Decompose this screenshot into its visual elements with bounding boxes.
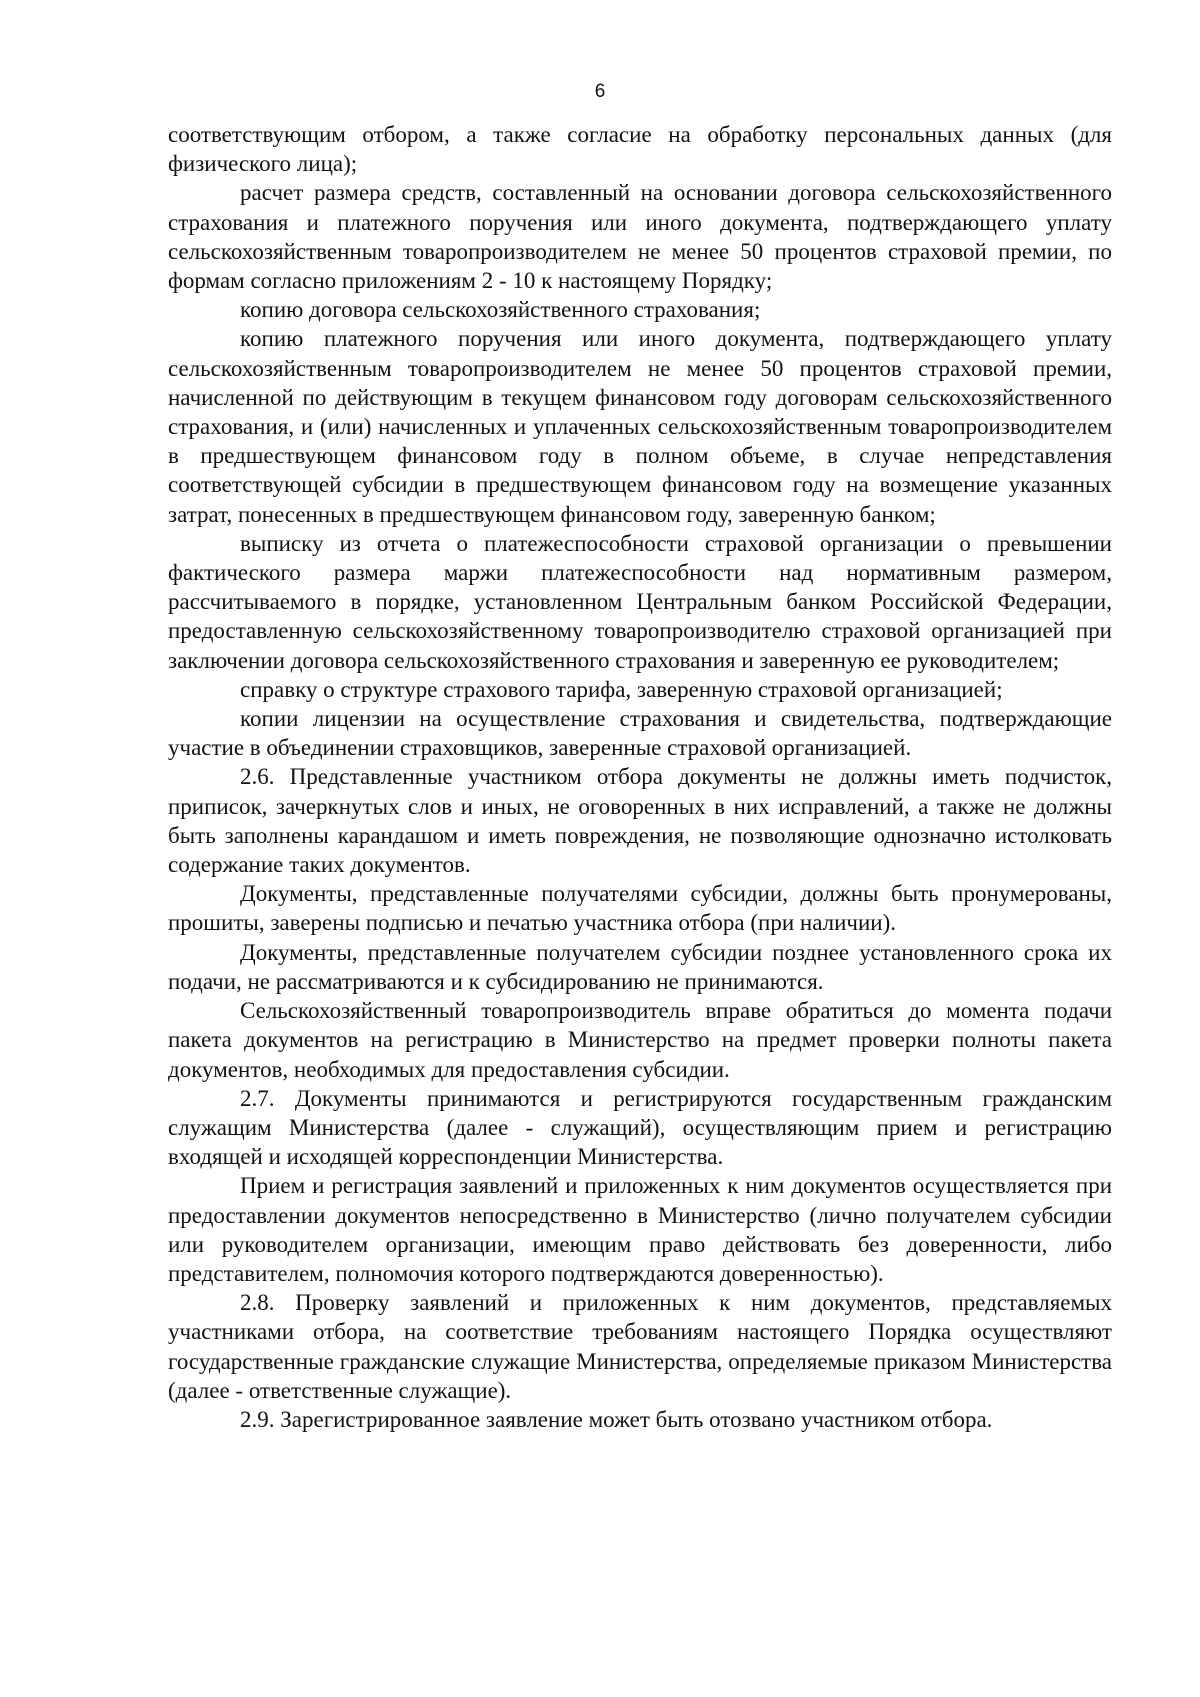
paragraph: 2.7. Документы принимаются и регистрируются государственным гражданским служащим Министерства (далее - служащий), осуществляющим прием и регистрацию входящей и исходящей корреспонденции Министерства. — [168, 1085, 1112, 1170]
paragraph: справку о структуре страхового тарифа, заверенную страховой организацией; — [240, 676, 1003, 702]
paragraph: Документы, представленные получателями субсидии, должны быть пронумерованы, прошиты, заверены подписью и печатью участника отбора (при наличии). — [168, 881, 1112, 936]
page-number: 6 — [594, 81, 606, 102]
paragraph: Сельскохозяйственный товаропроизводитель вправе обратиться до момента подачи пакета документов на регистрацию в Министерство на предмет проверки полноты пакета документов, необходимых для предоставления субсидии. — [168, 998, 1112, 1082]
paragraph: выписку из отчета о платежеспособности страховой организации о превышении фактического размера маржи платежеспособности над нормативным размером, рассчитываемого в порядке, установленном Центральным банком Российской Федерации, предоставленную сельскохозяйственному товаропроизводителю страховой организацией при заключении договора сельскохозяйственного страхования и заверенную ее руководителем; — [168, 530, 1112, 673]
document-body — [168, 120, 1112, 1434]
paragraph: копию договора сельскохозяйственного страхования; — [240, 297, 761, 323]
paragraph: 2.9. Зарегистрированное заявление может быть отозвано участником отбора. — [240, 1406, 993, 1432]
paragraph: копии лицензии на осуществление страхования и свидетельства, подтверждающие участие в объединении страховщиков, заверенные страховой организацией. — [168, 706, 1112, 761]
paragraph: расчет размера средств, составленный на основании договора сельскохозяйственного страхования и платежного поручения или иного документа, подтверждающего уплату сельскохозяйственным товаропроизводителем не менее 50 процентов страховой премии, по формам согласно приложениям 2 - 10 к настоящему Порядку; — [168, 180, 1112, 294]
paragraph: 2.8. Проверку заявлений и приложенных к ним документов, представляемых участниками отбора, на соответствие требованиям настоящего Порядка осуществляют государственные гражданские служащие Министерства, определяемые приказом Министерства (далее - ответственные служащие). — [168, 1290, 1112, 1403]
paragraph: Прием и регистрация заявлений и приложенных к ним документов осуществляется при предоставлении документов непосредственно в Министерство (лично получателем субсидии или руководителем организации, имеющим право действовать без доверенности, либо представителем, полномочия которого подтверждаются доверенностью). — [168, 1173, 1112, 1286]
paragraph: 2.6. Представленные участником отбора документы не должны иметь подчисток, приписок, зачеркнутых слов и иных, не оговоренных в них исправлений, а также не должны быть заполнены карандашом и иметь повреждения, не позволяющие однозначно истолковать содержание таких документов. — [168, 764, 1112, 878]
paragraph: соответствующим отбором, а также согласие на обработку персональных данных (для физического лица); — [168, 122, 1112, 177]
paragraph: Документы, представленные получателем субсидии позднее установленного срока их подачи, не рассматриваются и к субсидированию не принимаются. — [168, 939, 1112, 994]
paragraph: копию платежного поручения или иного документа, подтверждающего уплату сельскохозяйственным товаропроизводителем не менее 50 процентов страховой премии, начисленной по действующим в текущем финансовом году договорам сельскохозяйственного страхования, и (или) начисленных и уплаченных сельскохозяйственным товаропроизводителем в предшествующем финансовом году в полном объеме, в случае непредставления соответствующей субсидии в предшествующем финансовом году на возмещение указанных затрат, понесенных в предшествующем финансовом году, заверенную банком; — [168, 326, 1112, 527]
